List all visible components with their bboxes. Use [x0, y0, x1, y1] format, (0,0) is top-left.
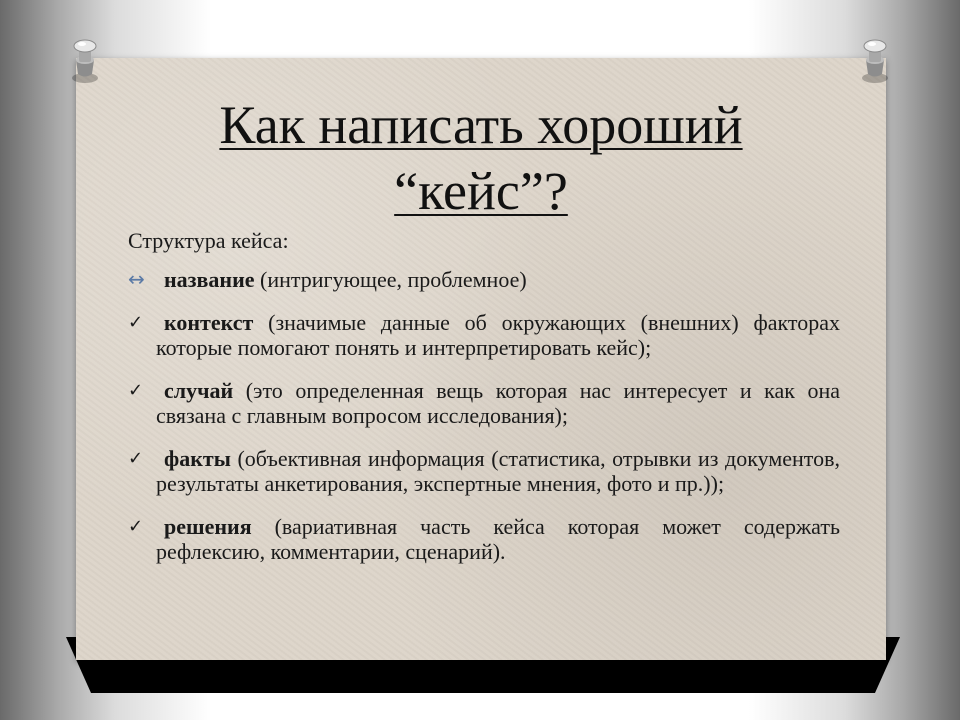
- title-line-1: Как написать хороший: [219, 95, 743, 155]
- item-text: (значимые данные об окружающих (внешних) факторах которые помогают понять и интерпретировать кейс);: [156, 310, 840, 360]
- item-term: факты: [164, 446, 231, 471]
- pushpin-icon: [854, 38, 896, 84]
- item-term: случай: [164, 378, 234, 403]
- checkmark-icon: ✓: [128, 516, 144, 537]
- item-text: (интригующее, проблемное): [254, 267, 527, 292]
- intro-text: Структура кейса:: [128, 228, 289, 253]
- item-text: (объективная информация (статистика, отрывки из документов, результаты анкетирования, экспертные мнения, фото и пр.));: [156, 446, 840, 496]
- checkmark-icon: ✓: [128, 380, 144, 401]
- list-item: [128, 310, 840, 360]
- slide-title: [76, 92, 886, 224]
- checkmark-icon: ✓: [128, 312, 144, 333]
- list-item: [128, 514, 840, 564]
- double-arrow-icon: ↔: [128, 267, 145, 291]
- title-line-2: “кейс”?: [394, 161, 568, 221]
- slide-body: [128, 228, 840, 582]
- list-item: [128, 267, 840, 292]
- item-term: контекст: [164, 310, 254, 335]
- list-item: [128, 378, 840, 428]
- item-term: название: [164, 267, 255, 292]
- pushpin-icon: [64, 38, 106, 84]
- list-item: [128, 446, 840, 496]
- item-text: (это определенная вещь которая нас интересует и как она связана с главным вопросом исследования);: [156, 378, 840, 428]
- item-text: (вариативная часть кейса которая может содержать рефлексию, комментарии, сценарий).: [156, 514, 840, 564]
- item-term: решения: [164, 514, 252, 539]
- checkmark-icon: ✓: [128, 448, 144, 469]
